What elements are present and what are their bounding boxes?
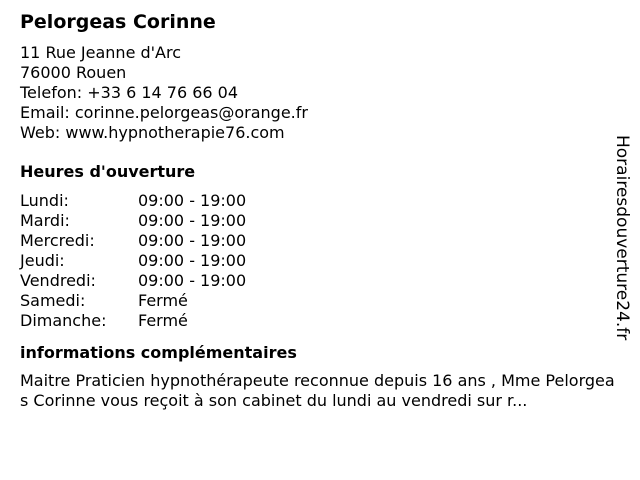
site-watermark-label: Horairesdouverture24.fr bbox=[612, 135, 632, 341]
opening-hours-heading: Heures d'ouverture bbox=[20, 162, 196, 181]
day-label: Jeudi: bbox=[20, 251, 65, 270]
hours-row-saturday bbox=[20, 291, 600, 311]
email-line: Email: corinne.pelorgeas@orange.fr bbox=[20, 103, 308, 122]
phone-line: Telefon: +33 6 14 76 66 04 bbox=[20, 83, 239, 102]
address-line-city: 76000 Rouen bbox=[20, 63, 127, 82]
hours-row-thursday bbox=[20, 251, 600, 271]
day-label: Mardi: bbox=[20, 211, 70, 230]
hours-row-wednesday bbox=[20, 231, 600, 251]
address-line-street: 11 Rue Jeanne d'Arc bbox=[20, 43, 182, 62]
time-value: 09:00 - 19:00 bbox=[138, 251, 247, 270]
day-label: Dimanche: bbox=[20, 311, 107, 330]
time-value: 09:00 - 19:00 bbox=[138, 271, 247, 290]
business-name: Pelorgeas Corinne bbox=[20, 11, 216, 33]
time-value: 09:00 - 19:00 bbox=[138, 211, 247, 230]
hours-row-tuesday bbox=[20, 211, 600, 231]
time-value: 09:00 - 19:00 bbox=[138, 191, 247, 210]
website-line: Web: www.hypnotherapie76.com bbox=[20, 123, 285, 142]
day-label: Lundi: bbox=[20, 191, 69, 210]
time-value: Fermé bbox=[138, 291, 188, 310]
additional-info-text: Maitre Praticien hypnothérapeute reconnue depuis 16 ans , Mme Pelorgeas Corinne vous reçoit à son cabinet du lundi au vendredi sur r... bbox=[20, 371, 615, 410]
day-label: Mercredi: bbox=[20, 231, 95, 250]
day-label: Samedi: bbox=[20, 291, 86, 310]
hours-row-friday bbox=[20, 271, 600, 291]
hours-row-sunday bbox=[20, 311, 600, 331]
opening-hours-table bbox=[20, 191, 600, 331]
time-value: 09:00 - 19:00 bbox=[138, 231, 247, 250]
day-label: Vendredi: bbox=[20, 271, 96, 290]
time-value: Fermé bbox=[138, 311, 188, 330]
additional-info-heading: informations complémentaires bbox=[20, 343, 297, 362]
hours-row-monday bbox=[20, 191, 600, 211]
business-card bbox=[20, 10, 615, 411]
